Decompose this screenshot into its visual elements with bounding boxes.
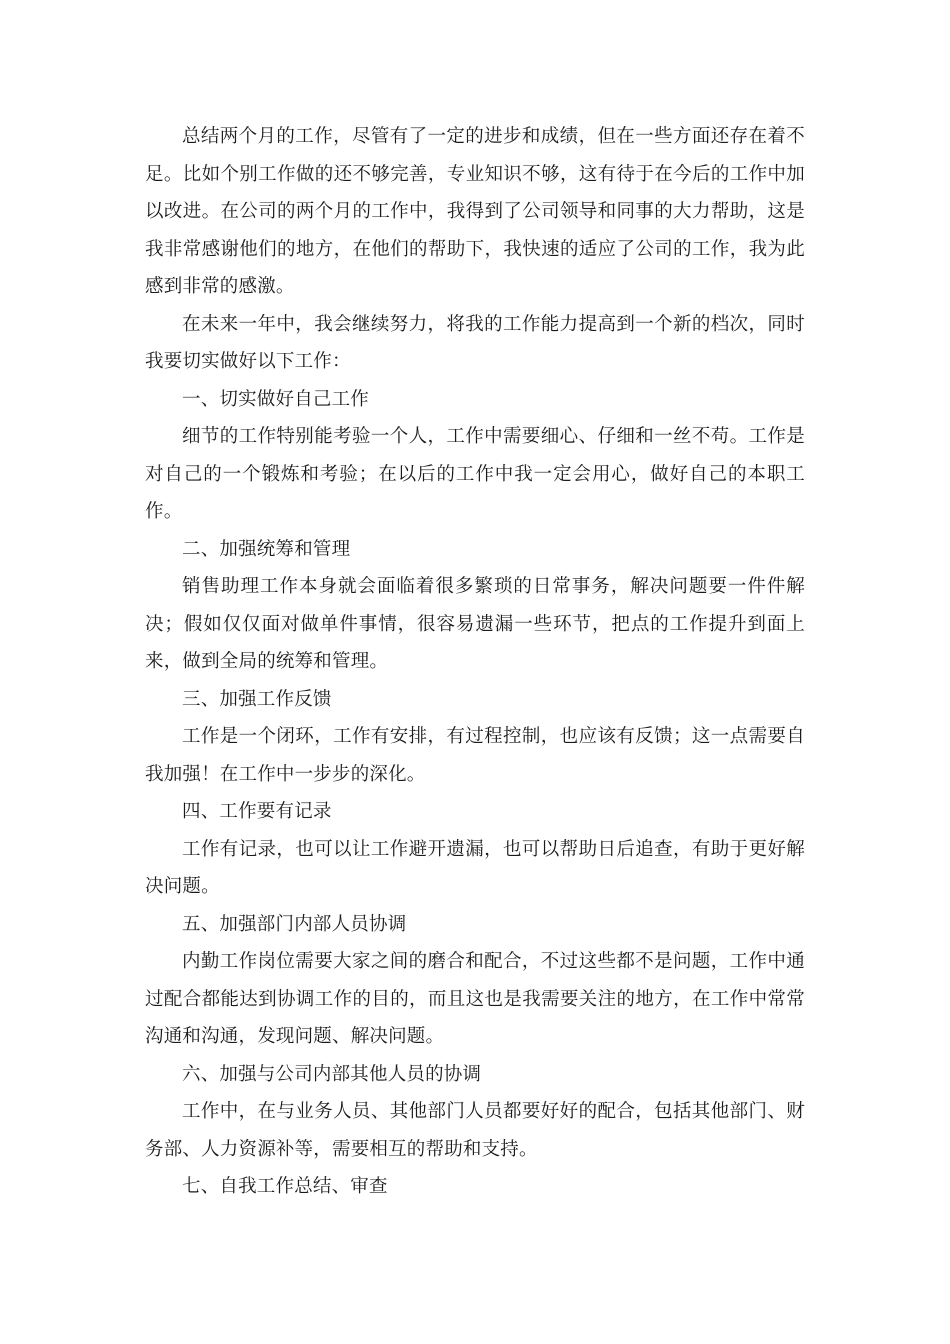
section-heading-6: 六、加强与公司内部其他人员的协调 [182, 1063, 482, 1085]
document-body [145, 118, 805, 1206]
paragraph-summary: 总结两个月的工作，尽管有了一定的进步和成绩，但在一些方面还存在着不足。比如个别工作做的还不够完善，专业知识不够，这有待于在今后的工作中加以改进。在公司的两个月的工作中，我得到了公司领导和同事的大力帮助，这是我非常感谢他们的地方，在他们的帮助下，我快速的适应了公司的工作，我为此感到非常的感激。 [145, 126, 805, 297]
paragraph-section-2: 销售助理工作本身就会面临着很多繁琐的日常事务，解决问题要一件件解决；假如仅仅面对做单件事情，很容易遗漏一些环节，把点的工作提升到面上来，做到全局的统筹和管理。 [145, 576, 805, 672]
paragraph-section-1: 细节的工作特别能考验一个人，工作中需要细心、仔细和一丝不苟。工作是对自己的一个锻炼和考验；在以后的工作中我一定会用心，做好自己的本职工作。 [145, 426, 805, 522]
paragraph-section-5: 内勤工作岗位需要大家之间的磨合和配合，不过这些都不是问题，工作中通过配合都能达到协调工作的目的，而且这也是我需要关注的地方，在工作中常常沟通和沟通，发现问题、解决问题。 [145, 951, 805, 1047]
section-heading-5: 五、加强部门内部人员协调 [182, 913, 407, 935]
section-heading-3: 三、加强工作反馈 [182, 688, 332, 710]
section-heading-1: 一、切实做好自己工作 [182, 388, 370, 410]
section-heading-2: 二、加强统筹和管理 [182, 538, 351, 560]
section-heading-4: 四、工作要有记录 [182, 801, 332, 822]
section-heading-7: 七、自我工作总结、审查 [182, 1176, 388, 1197]
paragraph-section-6: 工作中，在与业务人员、其他部门人员都要好好的配合，包括其他部门、财务部、人力资源补等，需要相互的帮助和支持。 [145, 1101, 805, 1160]
paragraph-future-plan: 在未来一年中，我会继续努力，将我的工作能力提高到一个新的档次，同时我要切实做好以下工作： [145, 313, 805, 372]
paragraph-section-3: 工作是一个闭环，工作有安排，有过程控制，也应该有反馈；这一点需要自我加强！在工作中一步步的深化。 [145, 726, 805, 785]
paragraph-section-4: 工作有记录，也可以让工作避开遗漏，也可以帮助日后追查，有助于更好解决问题。 [145, 838, 805, 897]
